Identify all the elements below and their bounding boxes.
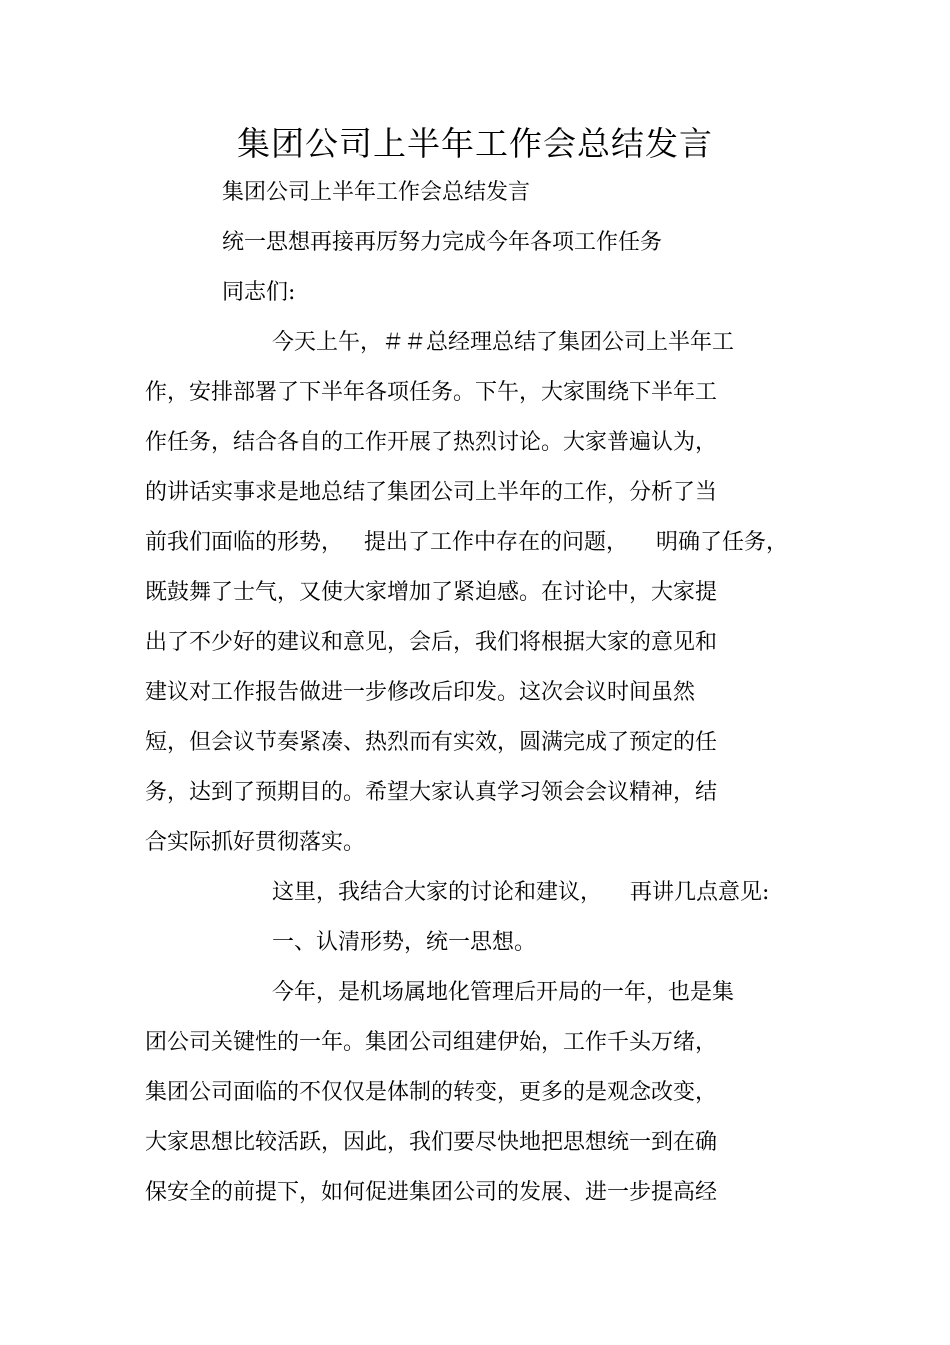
paragraph-line: 的讲话实事求是地总结了集团公司上半年的工作，分析了当 [145, 480, 718, 505]
document-subtitle: 集团公司上半年工作会总结发言 [222, 180, 531, 205]
paragraph-line: 出了不少好的建议和意见，会后，我们将根据大家的意见和 [145, 630, 718, 655]
paragraph-line: 今天上午，＃＃总经理总结了集团公司上半年工 [272, 330, 735, 355]
paragraph-line: 务，达到了预期目的。希望大家认真学习领会会议精神，结 [145, 780, 718, 805]
paragraph-line: 建议对工作报告做进一步修改后印发。这次会议时间虽然 [145, 680, 696, 705]
paragraph-line: 大家思想比较活跃，因此，我们要尽快地把思想统一到在确 [145, 1130, 718, 1155]
paragraph-line: 作任务，结合各自的工作开展了热烈讨论。大家普遍认为， [145, 430, 718, 455]
paragraph-line: 团公司关键性的一年。集团公司组建伊始，工作千头万绪， [145, 1030, 718, 1055]
paragraph-line: 合实际抓好贯彻落实。 [145, 830, 366, 855]
document-theme: 统一思想再接再厉努力完成今年各项工作任务 [222, 230, 663, 255]
paragraph-line: 今年，是机场属地化管理后开局的一年，也是集 [272, 980, 735, 1005]
paragraph-line: 既鼓舞了士气，又使大家增加了紧迫感。在讨论中，大家提 [145, 580, 718, 605]
paragraph-line: 保安全的前提下，如何促进集团公司的发展、进一步提高经 [145, 1180, 718, 1205]
section-heading: 一、认清形势，统一思想。 [272, 930, 537, 955]
paragraph-line: 前我们面临的形势， 提出了工作中存在的问题， 明确了任务， [145, 530, 788, 555]
paragraph-line: 作，安排部署了下半年各项任务。下午，大家围绕下半年工 [145, 380, 718, 405]
paragraph-line: 集团公司面临的不仅仅是体制的转变，更多的是观念改变， [145, 1080, 718, 1105]
paragraph-line: 这里，我结合大家的讨论和建议， 再讲几点意见: [272, 880, 770, 905]
paragraph-line: 短，但会议节奏紧凑、热烈而有实效，圆满完成了预定的任 [145, 730, 718, 755]
salutation: 同志们: [222, 280, 296, 305]
document-title: 集团公司上半年工作会总结发言 [237, 124, 713, 163]
